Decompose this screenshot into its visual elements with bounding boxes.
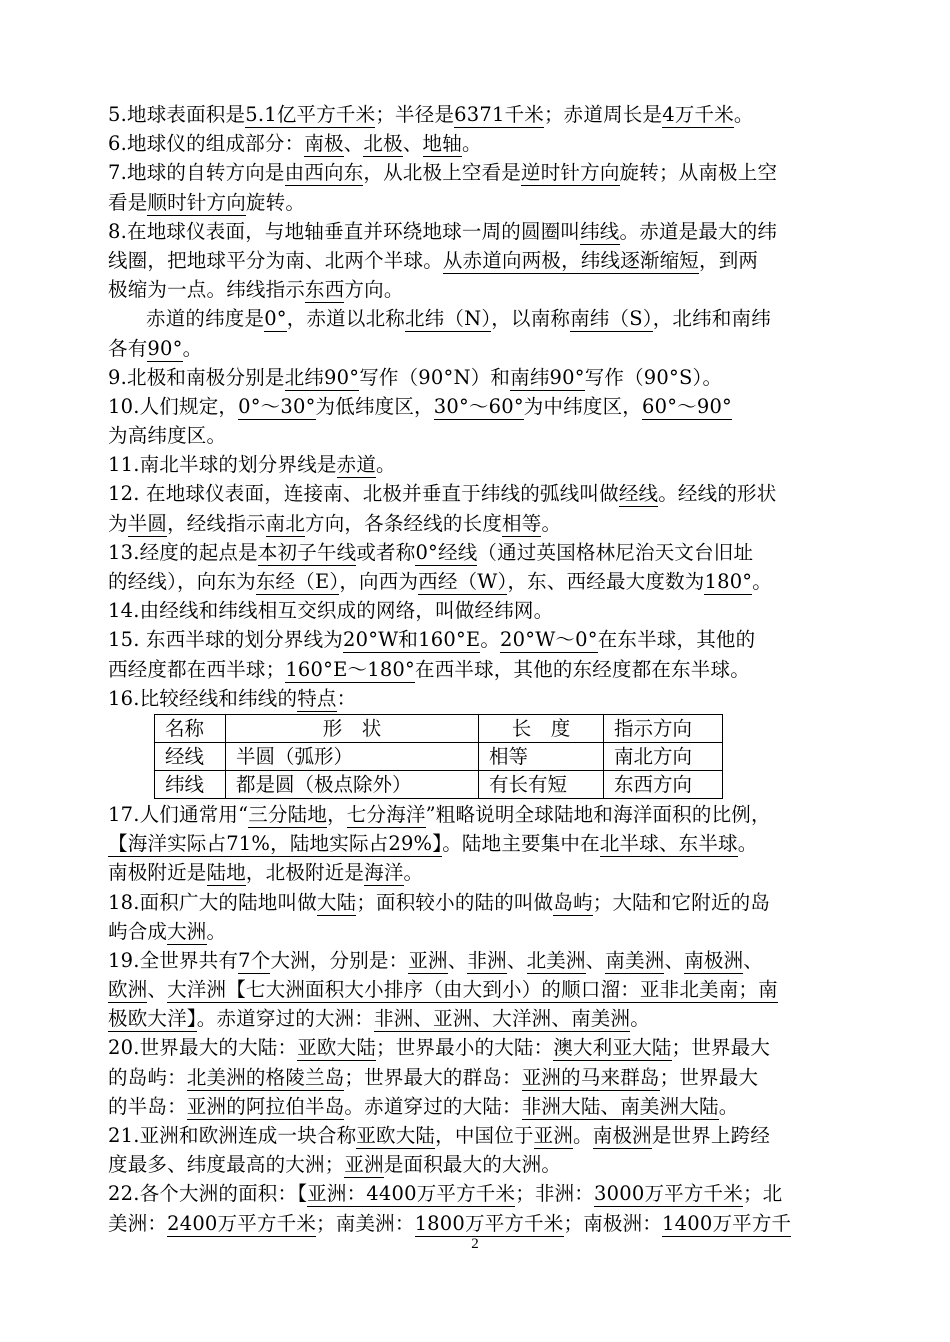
answer-underlined: 5.1亿平方千米: [245, 103, 376, 126]
text-segment: ，以南称: [491, 307, 571, 331]
text-segment: ；世界最小的大陆：: [376, 1036, 554, 1060]
text-segment: 、: [402, 132, 423, 156]
text-segment: 、: [447, 948, 468, 972]
paragraph-block-upper: [108, 100, 850, 713]
text-segment: ，从北极上空看是: [363, 161, 522, 185]
answer-underlined: 160°E～180°: [285, 657, 415, 681]
answer-underlined: 本初子午线: [257, 540, 357, 564]
answer-underlined: 亚洲: [344, 1153, 384, 1177]
table-row: [155, 742, 723, 770]
text-line: [108, 334, 850, 363]
answer-underlined: 北纬（N）: [404, 307, 492, 331]
answer-underlined: 欧洲: [108, 978, 148, 1002]
text-segment: 。: [403, 861, 424, 885]
answer-underlined: 亚欧大陆: [356, 1124, 436, 1147]
text-segment: ，北纬和南纬: [652, 307, 771, 331]
answer-underlined: 非洲大陆、南美洲大陆: [521, 1094, 719, 1118]
text-segment: 旋转；从南极上空: [619, 161, 778, 185]
answer-underlined: 北美洲的格陵兰岛: [186, 1065, 345, 1089]
answer-underlined: 赤道: [336, 453, 377, 477]
answer-underlined: 岛屿: [553, 890, 593, 914]
answer-underlined: 非洲、亚洲、大洋洲、南美洲: [374, 1007, 631, 1031]
answer-underlined: 七分海洋: [346, 802, 426, 826]
answer-underlined: 北纬90°: [284, 365, 360, 389]
text-segment: 各有: [108, 336, 148, 360]
text-segment: ，北极附近是: [245, 861, 365, 885]
text-segment: 19.全世界共有: [108, 948, 239, 972]
answer-underlined: 2400万平方千米: [167, 1211, 317, 1235]
text-line: [108, 538, 850, 567]
text-line: [108, 975, 850, 1004]
text-segment: 。赤道穿过的大洲：: [196, 1007, 375, 1031]
text-segment: 在东半球，其他的: [597, 628, 756, 652]
table-header-row: [155, 714, 723, 742]
table-cell: 东西方向: [604, 770, 723, 798]
answer-underlined: 【海洋实际占71%，陆地实际占29%】: [108, 832, 443, 856]
answer-underlined: 北半球、东半球: [599, 832, 738, 856]
text-segment: ，东、西经最大度数为: [507, 570, 705, 593]
text-segment: ；大陆和它附近的岛: [592, 890, 771, 914]
answer-underlined: 4万千米: [662, 103, 734, 126]
answer-underlined: 三分陆地: [248, 802, 328, 826]
text-segment: 9.北极和南极分别是: [108, 365, 285, 389]
answer-underlined: 顺时针方向: [147, 190, 246, 214]
text-segment: 。: [541, 511, 562, 535]
answer-underlined: 20°W～0°: [500, 628, 598, 652]
text-segment: 屿合成: [108, 919, 168, 943]
answer-underlined: 特点: [297, 686, 337, 710]
text-segment: 8.在地球仪表面，与地轴垂直并环绕地球一周的圆圈叫: [108, 219, 581, 243]
text-line: [108, 1179, 850, 1208]
text-segment: 、: [585, 948, 606, 972]
answer-underlined: 亚洲: [533, 1124, 574, 1147]
text-line: [108, 800, 850, 829]
answer-underlined: 经线: [618, 482, 659, 506]
text-segment: 。赤道是最大的纬: [619, 219, 778, 243]
text-segment: 。: [461, 132, 482, 156]
text-segment: 22.各个大洲的面积：【: [108, 1182, 308, 1206]
text-segment: 7.地球的自转方向是: [108, 161, 285, 185]
text-segment: 6.地球仪的组成部分：: [108, 132, 305, 156]
text-segment: 、: [743, 948, 763, 972]
text-line: [108, 1092, 850, 1121]
answer-underlined: 澳大利亚大陆: [553, 1036, 672, 1060]
answer-underlined: 3000万平方千米: [594, 1182, 743, 1206]
text-line: [108, 100, 850, 129]
text-segment: ，: [327, 802, 347, 826]
text-segment: 。: [733, 103, 754, 126]
answer-underlined: 南极洲: [684, 948, 744, 972]
answer-underlined: 90°: [147, 336, 183, 360]
paragraph-block-lower: [108, 800, 850, 1238]
text-segment: 线圈，把地球平分为南、北两个半球。: [108, 248, 443, 272]
text-line: [108, 1209, 850, 1238]
text-segment: 15. 东西半球的划分界线为: [108, 628, 344, 652]
answer-underlined: 南美洲: [605, 948, 665, 972]
answer-underlined: 南极洲: [592, 1124, 652, 1147]
text-line: [108, 655, 850, 684]
answer-underlined: 逆时针方向: [521, 161, 620, 185]
document-body: [108, 100, 850, 1238]
table-cell: 相等: [479, 742, 604, 770]
text-segment: 11.南北半球的划分界线是: [108, 453, 337, 477]
text-line: [108, 450, 850, 479]
text-line: [108, 1121, 850, 1150]
text-line: [108, 188, 850, 217]
answer-underlined: 7个: [238, 948, 271, 972]
answer-underlined: 从赤道向两极，纬线逐渐缩短: [442, 248, 700, 272]
text-line: [108, 596, 850, 625]
text-segment: 或者称: [356, 540, 416, 564]
text-segment: 为低纬度区，: [315, 394, 434, 418]
answer-underlined: 地轴: [422, 132, 462, 156]
table-header-cell: 长 度: [479, 714, 604, 742]
text-segment: 14.由经线和纬线相互交织成的网络，叫做经纬网。: [108, 599, 554, 623]
text-segment: 13.经度的起点是: [108, 540, 258, 564]
text-line: [108, 304, 850, 333]
text-line: [108, 1033, 850, 1062]
answer-underlined: 由西向东: [284, 161, 364, 185]
answer-underlined: 60°～90°: [641, 394, 733, 418]
text-line: [108, 1004, 850, 1033]
text-segment: 。: [206, 919, 227, 943]
text-line: [108, 888, 850, 917]
text-segment: 。: [376, 453, 396, 477]
answer-underlined: 大洲: [167, 919, 207, 943]
text-segment: ；赤道周长是: [543, 103, 663, 126]
text-segment: 12. 在地球仪表面，连接南、北极并垂直于纬线的弧线叫做: [108, 482, 619, 506]
table-row: [155, 770, 723, 798]
text-segment: ，到两: [699, 248, 759, 272]
text-segment: 赤道的纬度是: [146, 307, 265, 331]
text-segment: 。: [752, 570, 772, 593]
text-segment: 10.人们规定，: [108, 394, 239, 418]
text-line: [108, 246, 850, 275]
text-line: [108, 684, 850, 713]
answer-underlined: 非洲: [467, 948, 507, 972]
answer-underlined: 亚洲：4400万平方千米: [307, 1182, 516, 1206]
text-segment: ”粗略说明全球陆地和海洋面积的比例，: [425, 802, 771, 826]
answer-underlined: 亚欧大陆: [297, 1036, 377, 1060]
table-header-cell: 名称: [155, 714, 226, 742]
answer-underlined: 大陆: [316, 890, 357, 914]
text-segment: 。: [573, 1124, 593, 1147]
text-line: [108, 217, 850, 246]
answer-underlined: 北极: [363, 132, 403, 156]
text-segment: 为高纬度区。: [108, 424, 227, 448]
answer-underlined: 南北: [265, 511, 306, 535]
text-segment: 。: [718, 1094, 739, 1118]
text-segment: 写作（90°N）和: [359, 365, 511, 389]
answer-underlined: 极欧大洋】: [108, 1007, 197, 1031]
text-segment: ；面积较小的陆的叫做: [356, 890, 554, 914]
comparison-table: [154, 714, 723, 799]
answer-underlined: 6371千米: [454, 103, 544, 126]
answer-underlined: 西经（W）: [418, 570, 508, 593]
text-segment: 西经度都在西半球；: [108, 657, 286, 681]
text-line: [108, 567, 850, 596]
text-segment: 。经线的形状: [658, 482, 777, 506]
text-segment: ；北: [742, 1182, 783, 1206]
answer-underlined: 1400万平方千: [662, 1211, 792, 1235]
table-cell: 南北方向: [604, 742, 723, 770]
text-segment: ；世界最大: [671, 1036, 771, 1060]
text-line: [108, 625, 850, 654]
text-segment: ，经线指示: [167, 511, 266, 535]
table-cell: 有长有短: [479, 770, 604, 798]
text-segment: 。: [480, 628, 501, 652]
answer-underlined: 东西: [305, 278, 345, 302]
text-line: [108, 917, 850, 946]
text-segment: 21.亚洲和欧洲连成一块合称: [108, 1124, 357, 1147]
text-segment: ；非洲：: [515, 1182, 595, 1206]
text-line: [108, 158, 850, 187]
text-segment: 是面积最大的大洲。: [383, 1153, 562, 1177]
text-segment: 旋转。: [245, 190, 306, 214]
text-line: [108, 509, 850, 538]
text-segment: 的岛屿：: [108, 1065, 187, 1089]
text-line: [108, 479, 850, 508]
answer-underlined: 北美洲: [526, 948, 586, 972]
text-line: [108, 363, 850, 392]
text-segment: ；半径是: [375, 103, 455, 126]
text-segment: （通过英国格林尼治天文台旧址: [477, 540, 754, 564]
text-segment: 方向，各条经线的长度: [305, 511, 503, 535]
answer-underlined: 陆地: [206, 861, 246, 885]
text-segment: 写作（90°S）。: [584, 365, 723, 389]
text-segment: 大洲，分别是：: [270, 948, 409, 972]
text-segment: ；南美洲：: [316, 1211, 415, 1235]
text-segment: 。: [182, 336, 203, 360]
text-segment: 为中纬度区，: [523, 394, 642, 418]
answer-underlined: 南纬90°: [510, 365, 585, 389]
text-segment: ，向西为: [339, 570, 419, 593]
answer-underlined: 纬线: [580, 219, 620, 243]
text-segment: 看是: [108, 190, 148, 214]
text-segment: ，赤道以北称: [286, 307, 405, 331]
text-line: [108, 858, 850, 887]
text-segment: 。: [737, 832, 758, 856]
text-segment: ；南极洲：: [563, 1211, 663, 1235]
answer-underlined: 大洋洲: [167, 978, 227, 1002]
text-segment: ，中国位于: [435, 1124, 534, 1147]
answer-underlined: 海洋: [364, 861, 404, 885]
answer-underlined: 亚洲的阿拉伯半岛: [186, 1094, 345, 1118]
text-segment: 的半岛：: [108, 1094, 187, 1118]
answer-underlined: 1800万平方千米: [414, 1211, 564, 1235]
table-header-cell: 指示方向: [604, 714, 723, 742]
text-segment: 的经线），向东为: [108, 570, 256, 593]
answer-underlined: 30°～60°: [433, 394, 524, 418]
text-line: [108, 392, 850, 421]
text-line: [108, 275, 850, 304]
answer-underlined: 半圆: [127, 511, 168, 535]
text-segment: 方向。: [344, 278, 404, 302]
text-line: [108, 946, 850, 975]
answer-underlined: 0°经线: [415, 540, 478, 564]
text-segment: 18.面积广大的陆地叫做: [108, 890, 317, 914]
text-segment: 为: [108, 511, 128, 535]
text-segment: 是世界上跨经: [651, 1124, 771, 1147]
table-cell: 经线: [155, 742, 226, 770]
text-segment: 。: [630, 1007, 650, 1031]
text-line: [108, 1063, 850, 1092]
text-segment: 。陆地主要集中在: [442, 832, 600, 856]
text-line: [108, 829, 850, 858]
table-cell: 纬线: [155, 770, 226, 798]
answer-underlined: 亚洲的马来群岛: [521, 1065, 660, 1089]
page-number: 2: [471, 1236, 479, 1252]
answer-underlined: 0°: [264, 307, 287, 331]
text-line: [108, 421, 850, 450]
text-segment: 度最多、纬度最高的大洲；: [108, 1153, 345, 1177]
text-segment: 、: [343, 132, 364, 156]
text-segment: 美洲：: [108, 1211, 168, 1235]
text-segment: 、: [664, 948, 685, 972]
text-line: [108, 1150, 850, 1179]
answer-underlined: 南极: [304, 132, 344, 156]
table-cell: 都是圆（极点除外）: [226, 770, 479, 798]
answer-underlined: 东经（E）: [255, 570, 340, 593]
text-segment: 、: [506, 948, 527, 972]
text-segment: 在西半球，其他的东经度都在东半球。: [415, 657, 750, 681]
text-segment: ；世界最大: [659, 1065, 759, 1089]
answer-underlined: 180°: [704, 570, 753, 593]
answer-underlined: 南纬（S）: [570, 307, 653, 331]
text-segment: 17.人们通常用“: [108, 802, 249, 826]
text-segment: 、: [147, 978, 168, 1002]
table-header-cell: 形 状: [226, 714, 479, 742]
answer-underlined: 【七大洲面积大小排序（由大到小）的顺口溜：亚非北美南；南: [226, 978, 778, 1002]
text-segment: ：: [336, 686, 357, 710]
text-segment: ；世界最大的群岛：: [344, 1065, 522, 1089]
text-segment: 16.比较经线和纬线的: [108, 686, 298, 710]
table-cell: 半圆（弧形）: [226, 742, 479, 770]
text-segment: 5.地球表面积是: [108, 103, 246, 126]
text-segment: 极缩为一点。纬线指示: [108, 278, 306, 302]
text-segment: 南极附近是: [108, 861, 207, 885]
answer-underlined: 0°～30°: [238, 394, 316, 418]
text-segment: 20.世界最大的大陆：: [108, 1036, 298, 1060]
answer-underlined: 亚洲: [408, 948, 448, 972]
text-line: [108, 129, 850, 158]
text-segment: 。赤道穿过的大陆：: [344, 1094, 522, 1118]
answer-underlined: 相等: [502, 511, 542, 535]
answer-underlined: 20°W和160°E: [343, 628, 481, 652]
